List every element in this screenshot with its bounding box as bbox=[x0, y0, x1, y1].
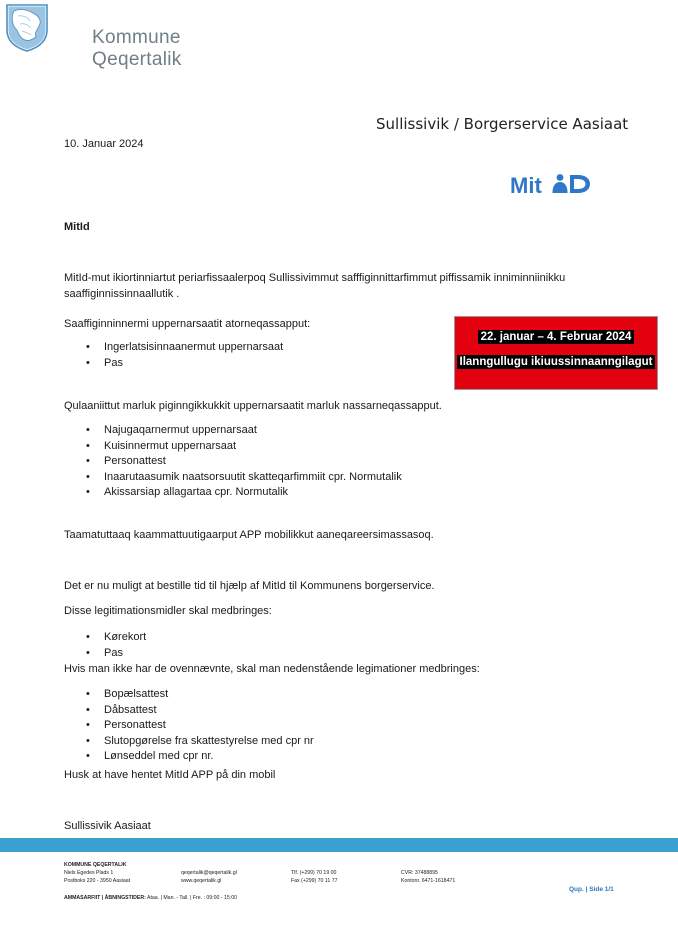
list-alternative-docs bbox=[64, 423, 402, 501]
mitid-logo bbox=[510, 171, 596, 199]
list-item: • Kørekort bbox=[64, 630, 146, 646]
list-required-docs bbox=[64, 340, 283, 371]
list-item: • Pas bbox=[64, 646, 146, 662]
closure-notice-box bbox=[454, 316, 658, 390]
footer-org: KOMMUNE QEQERTALIK bbox=[64, 862, 127, 868]
footer-hours-value: Ataa. | Man. - Tall. | Fre. : 09:00 - 15:00 bbox=[147, 895, 237, 901]
list-item: • Slutopgørelse fra skattestyrelse med cpr nr bbox=[64, 734, 314, 750]
footer-fax: Fax (+299) 70 11 77 bbox=[291, 878, 338, 884]
footer-address2: Postboks 220 - 3950 Aasiaat bbox=[64, 878, 131, 884]
footer-web[interactable]: www.qeqertalik.gl bbox=[181, 878, 222, 884]
list-alternative-docs-da bbox=[64, 687, 314, 765]
paragraph-app-reminder-da: Husk at have hentet MitId APP på din mobil bbox=[64, 769, 276, 781]
notice-dates: 22. januar – 4. Februar 2024 bbox=[455, 331, 657, 343]
list-item: • Inaarutaasumik naatsorsuutit skatteqarfimmiit cpr. Normutalik bbox=[64, 470, 402, 486]
paragraph-app-reminder-kl: Taamatuttaaq kaammattuutigaarput APP mobilikkut aaneqareersimassasoq. bbox=[64, 529, 434, 541]
document-date: 10. Januar 2024 bbox=[64, 138, 144, 150]
footer-phone: Tlf. (+299) 70 19 00 bbox=[291, 870, 337, 876]
paragraph-alternative-docs-da: Hvis man ikke har de ovennævnte, skal man nedenstående legimationer medbringes: bbox=[64, 663, 480, 675]
list-item: • Lønseddel med cpr nr. bbox=[64, 749, 314, 765]
document-title: MitId bbox=[64, 221, 90, 233]
notice-message: Ilanngullugu ikiuussinnaanngilagut bbox=[455, 356, 657, 368]
list-item: • Akissarsiap allagartaa cpr. Normutalik bbox=[64, 485, 402, 501]
list-item: • Ingerlatsisinnaanermut uppernarsaat bbox=[64, 340, 283, 356]
list-bring-docs bbox=[64, 630, 146, 661]
footer-cvr: CVR: 37488895 bbox=[401, 870, 438, 876]
signature: Sullissivik Aasiaat bbox=[64, 820, 151, 832]
kommune-logo-text bbox=[92, 27, 182, 71]
list-item: • Personattest bbox=[64, 454, 402, 470]
list-item: • Dåbsattest bbox=[64, 703, 314, 719]
svg-text:Mit: Mit bbox=[510, 173, 542, 198]
list-item: • Personattest bbox=[64, 718, 314, 734]
page-number: Qup. | Side 1/1 bbox=[569, 886, 614, 893]
footer-hours-label: AMMASARFIIT | ÅBNINGSTIDER: bbox=[64, 895, 146, 901]
logo-name-line2: Qeqertalik bbox=[92, 49, 182, 70]
paragraph-booking-info: Det er nu muligt at bestille tid til hjælp af MitId til Kommunens borgerservice. bbox=[64, 580, 435, 592]
footer-account: Kontonr. 6471-1618471 bbox=[401, 878, 456, 884]
paragraph-intro: MitId-mut ikiortinniartut periarfissaalerpoq Sullissivimmut safffiginnittarfimmut piffissamik inniminniinikku saaffiginnissinnaallutik . bbox=[64, 272, 566, 300]
list-item: • Kuisinnermut uppernarsaat bbox=[64, 439, 402, 455]
footer-address1: Niels Egedes Plads 1 bbox=[64, 870, 114, 876]
logo-name-line1: Kommune bbox=[92, 27, 181, 48]
paragraph-alternative-docs: Qulaaniittut marluk piginngikkukkit uppernarsaatit marluk nassarneqassapput. bbox=[64, 400, 442, 412]
kommune-shield-logo bbox=[6, 4, 48, 52]
header-title: Sullissivik / Borgerservice Aasiaat bbox=[376, 115, 629, 133]
list-item: • Bopælsattest bbox=[64, 687, 314, 703]
footer-band bbox=[0, 838, 678, 852]
paragraph-bring-docs: Disse legitimationsmidler skal medbringes: bbox=[64, 605, 272, 617]
footer-email[interactable]: qeqertalik@qeqertalik.gl bbox=[181, 870, 237, 876]
paragraph-required-docs: Saaffiginninnermi uppernarsaatit atorneqassapput: bbox=[64, 318, 311, 330]
list-item: • Najugaqarnermut uppernarsaat bbox=[64, 423, 402, 439]
footer-hours bbox=[64, 894, 237, 902]
list-item: • Pas bbox=[64, 356, 283, 372]
